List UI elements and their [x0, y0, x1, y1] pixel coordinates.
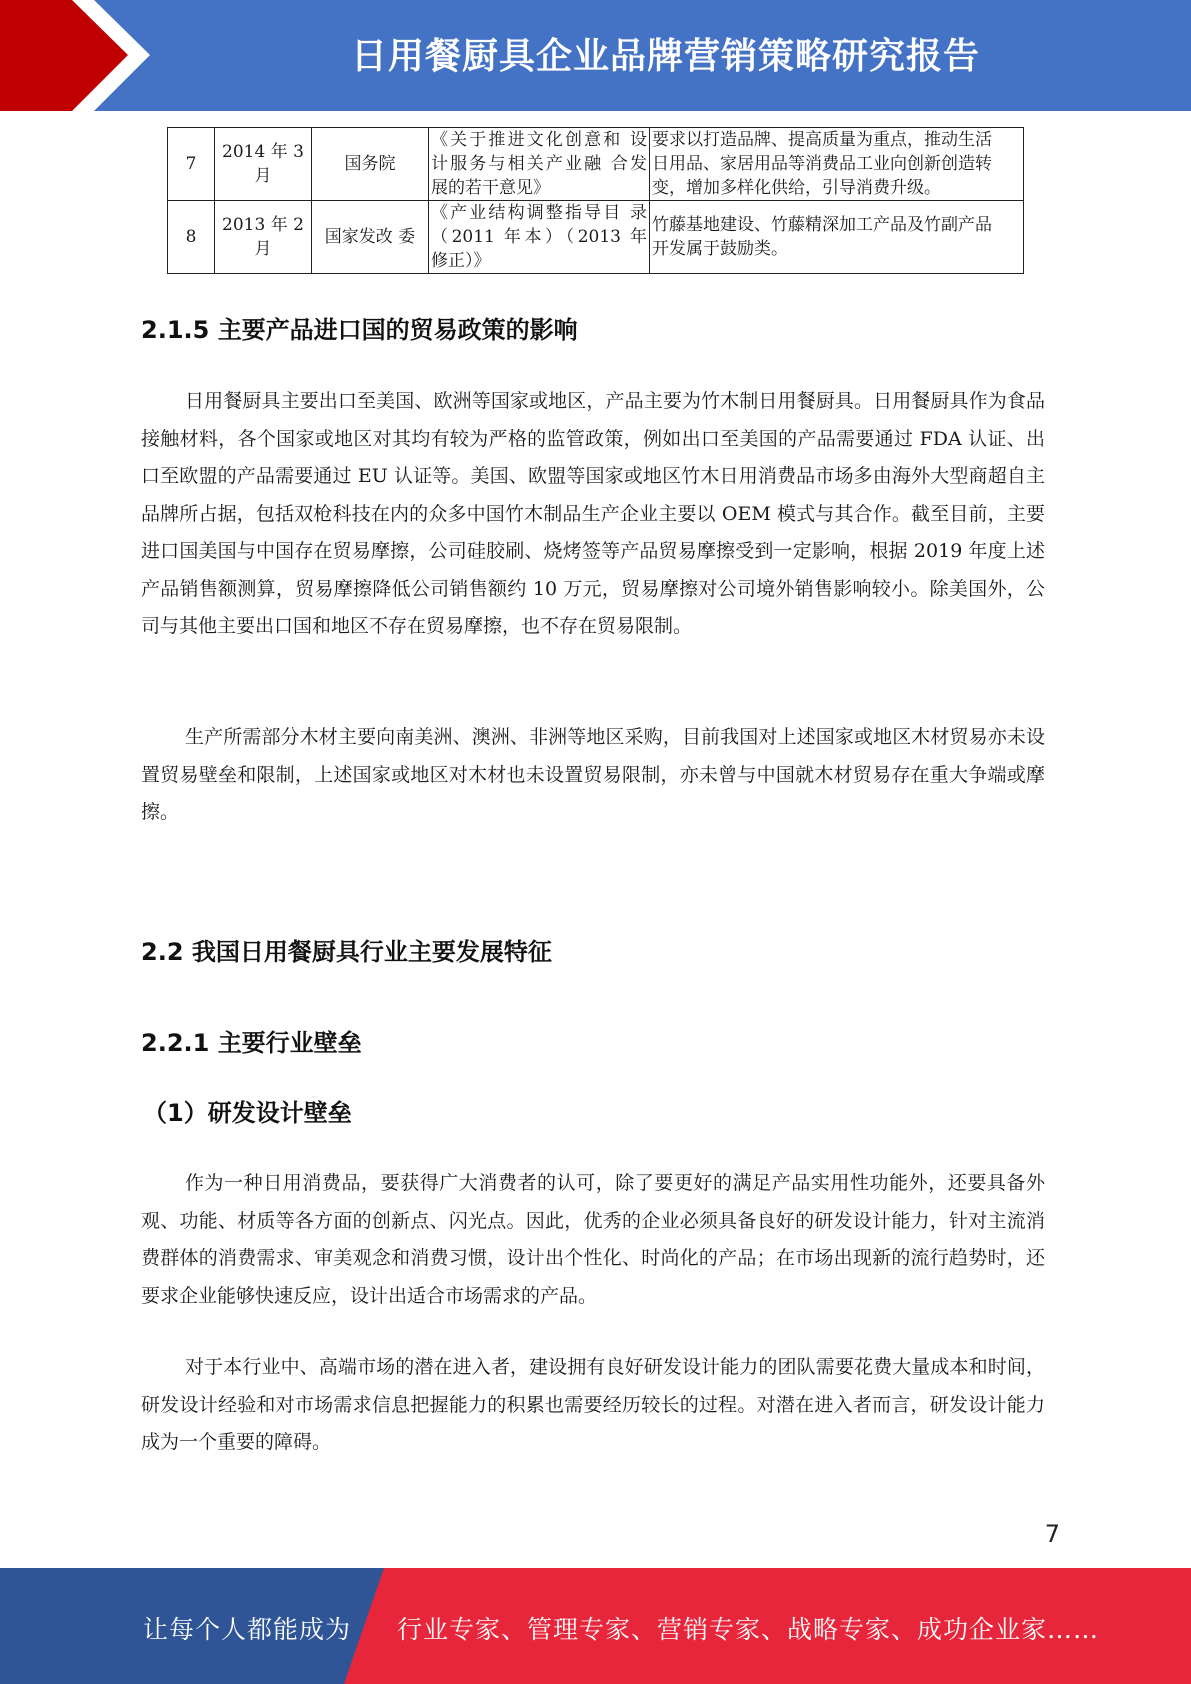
- doc-line: 计服务与相关产业融 合发: [431, 154, 647, 174]
- table-cell-org: 国家发改 委: [312, 201, 429, 274]
- doc-line: 《关于推进文化创意和 设: [431, 130, 647, 150]
- doc-line: 《产业结构调整指导目 录: [431, 203, 647, 223]
- research-design-paragraph-2: 对于本行业中、高端市场的潜在进入者，建设拥有良好研发设计能力的团队需要花费大量成本和时间，研发设计经验和对市场需求信息把握能力的积累也需要经历较长的过程。对潜在进入者而言，研发设计能力成为一个重要的障碍。: [141, 1356, 1045, 1453]
- table-row: [168, 201, 1024, 274]
- page-header: [0, 0, 1191, 111]
- table-row: [168, 128, 1024, 201]
- research-design-paragraph-1: 作为一种日用消费品，要获得广大消费者的认可，除了要更好的满足产品实用性功能外，还要具备外观、功能、材质等各方面的创新点、闪光点。因此，优秀的企业必须具备良好的研发设计能力，针对主流消费群体的消费需求、审美观念和消费习惯，设计出个性化、时尚化的产品；在市场出现新的流行趋势时，还要求企业能够快速反应，设计出适合市场需求的产品。: [141, 1172, 1045, 1307]
- section-2-1-5-paragraph-1: 日用餐厨具主要出口至美国、欧洲等国家或地区，产品主要为竹木制日用餐厨具。日用餐厨具作为食品接触材料，各个国家或地区对其均有较为严格的监管政策，例如出口至美国的产品需要通过 FDA 认证、出口至欧盟的产品需要通过 EU 认证等。美国、欧盟等国家或地区竹木日用消费品市场多由海外大型商超自主品牌所占据，包括双枪科技在内的众多中国竹木制品生产企业主要以 OEM 模式与其合作。截至目前，主要进口国美国与中国存在贸易摩擦，公司硅胶刷、烧烤签等产品贸易摩擦受到一定影响，根据 2019 年度上述产品销售额测算，贸易摩擦降低公司销售额约 10 万元，贸易摩擦对公司境外销售影响较小。除美国外，公司与其他主要出口国和地区不存在贸易摩擦，也不存在贸易限制。: [141, 390, 1045, 637]
- page-footer: [0, 1568, 1191, 1684]
- page-number: 7: [1044, 1520, 1060, 1548]
- desc-line: 日用品、家居用品等消费品工业向创新创造转: [652, 154, 992, 174]
- section-2-1-5-heading: 2.1.5 主要产品进口国的贸易政策的影响: [141, 316, 578, 344]
- doc-line: 展的若干意见》: [431, 178, 550, 198]
- table-cell-description: [650, 201, 1024, 274]
- header-title: 日用餐厨具企业品牌营销策略研究报告: [350, 36, 980, 77]
- section-2-2-1-heading: 2.2.1 主要行业壁垒: [141, 1029, 362, 1057]
- policy-table: [167, 127, 1024, 274]
- desc-line: 开发属于鼓励类。: [652, 239, 788, 259]
- date-line: 2014 年 3: [222, 142, 304, 162]
- table-cell-document: [429, 128, 650, 201]
- doc-line: 修正）》: [431, 251, 491, 271]
- table-cell-no: 8: [168, 201, 215, 274]
- desc-line: 变，增加多样化供给，引导消费升级。: [652, 178, 941, 198]
- footer-slogan-right: 行业专家、管理专家、营销专家、战略专家、成功企业家……: [397, 1615, 1100, 1644]
- table-cell-document: [429, 201, 650, 274]
- date-line: 月: [254, 166, 272, 186]
- desc-line: 竹藤基地建设、竹藤精深加工产品及竹副产品: [652, 215, 992, 235]
- desc-line: 要求以打造品牌、提高质量为重点，推动生活: [652, 130, 992, 150]
- table-cell-org: 国务院: [312, 128, 429, 201]
- table-cell-description: [650, 128, 1024, 201]
- table-cell-date: [215, 201, 312, 274]
- section-2-2-heading: 2.2 我国日用餐厨具行业主要发展特征: [141, 938, 552, 966]
- doc-line: （2011 年本）（2013 年: [431, 227, 647, 247]
- table-cell-date: [215, 128, 312, 201]
- date-line: 2013 年 2: [222, 215, 304, 235]
- date-line: 月: [254, 239, 272, 259]
- table-cell-no: 7: [168, 128, 215, 201]
- footer-slogan-left: 让每个人都能成为: [143, 1615, 352, 1644]
- subsection-research-design-barrier-heading: （1）研发设计壁垒: [143, 1099, 352, 1127]
- section-2-1-5-paragraph-2: 生产所需部分木材主要向南美洲、澳洲、非洲等地区采购，目前我国对上述国家或地区木材贸易亦未设置贸易壁垒和限制，上述国家或地区对木材也未设置贸易限制，亦未曾与中国就木材贸易存在重大争端或摩擦。: [141, 726, 1045, 823]
